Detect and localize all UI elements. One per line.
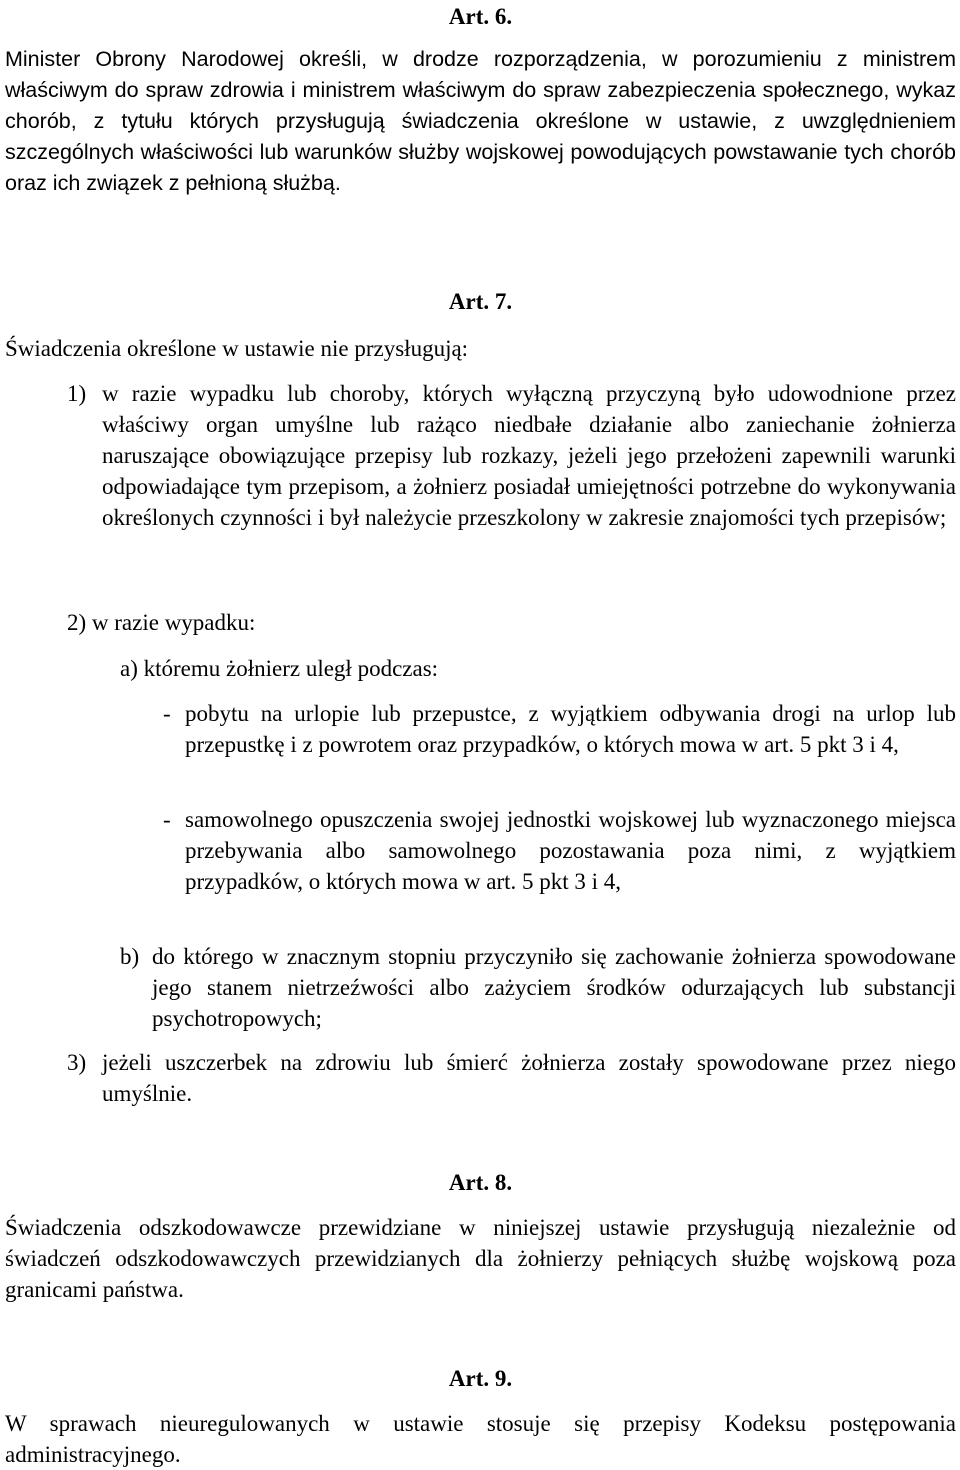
- art-7-item-2b: [120, 941, 956, 1034]
- art-9-heading: Art. 9.: [448, 1366, 513, 1391]
- item-2b-number: b): [120, 944, 140, 969]
- art-6-heading: Art. 6.: [448, 4, 513, 29]
- art-7-item-3: [67, 1047, 956, 1109]
- art-6-text: Minister Obrony Narodowej określi, w drodze rozporządzenia, w porozumieniu z ministrem właściwym do spraw zdrowia i ministrem właściwym do spraw zabezpieczenia społecznego, wykaz chorób, z tytułu których przysługują świadczenia określone w ustawie, z uwzględnieniem szczególnych właściwości lub warunków służby wojskowej powodujących powstawanie tych chorób oraz ich związek z pełnioną służbą.: [5, 47, 956, 195]
- art-7-item-2: 2) w razie wypadku:: [67, 610, 256, 635]
- art-9-text: W sprawach nieuregulowanych w ustawie stosuje się przepisy Kodeksu postępowania administracyjnego.: [5, 1411, 956, 1467]
- item-2b-text: do którego w znacznym stopniu przyczyniło się zachowanie żołnierza spowodowane jego stanem nietrzeźwości albo zażyciem środków odurzających lub substancji psychotropowych;: [152, 944, 956, 1031]
- art-7-heading: Art. 7.: [448, 289, 513, 314]
- item-3-text: jeżeli uszczerbek na zdrowiu lub śmierć żołnierza zostały spowodowane przez niego umyślnie.: [102, 1050, 956, 1106]
- art-8-text: Świadczenia odszkodowawcze przewidziane w niniejszej ustawie przysługują niezależnie od świadczeń odszkodowawczych przewidzianych dla żołnierzy pełniących służbę wojskową poza granicami państwa.: [5, 1215, 956, 1302]
- item-3-number: 3): [67, 1050, 87, 1075]
- dash-2-text: samowolnego opuszczenia swojej jednostki wojskowej lub wyznaczonego miejsca przebywania albo samowolnego pozostawania poza nimi, z wyjątkiem przypadków, o których mowa w art. 5 pkt 3 i 4,: [185, 807, 956, 894]
- dash-1-mark: -: [163, 701, 171, 726]
- item-1-number: 1): [67, 381, 87, 406]
- art-7-item-2a-dash-2: [163, 804, 956, 897]
- art-8-heading: Art. 8.: [448, 1170, 513, 1195]
- art-7-intro: Świadczenia określone w ustawie nie przysługują:: [5, 336, 469, 361]
- dash-2-mark: -: [163, 807, 171, 832]
- art-7-item-2a: a) któremu żołnierz uległ podczas:: [120, 656, 439, 681]
- item-1-text: w razie wypadku lub choroby, których wyłączną przyczyną było udowodnione przez właściwy organ umyślne lub rażąco niedbałe działanie albo zaniechanie żołnierza naruszające obowiązujące przepisy lub rozkazy, jeżeli jego przełożeni zapewnili warunki odpowiadające tym przepisom, a żołnierz posiadał umiejętności potrzebne do wykonywania określonych czynności i był należycie przeszkolony w zakresie znajomości tych przepisów;: [102, 381, 956, 530]
- art-7-item-1: [67, 378, 956, 533]
- art-7-item-2a-dash-1: [163, 698, 956, 760]
- dash-1-text: pobytu na urlopie lub przepustce, z wyjątkiem odbywania drogi na urlop lub przepustkę i z powrotem oraz przypadków, o których mowa w art. 5 pkt 3 i 4,: [185, 701, 956, 757]
